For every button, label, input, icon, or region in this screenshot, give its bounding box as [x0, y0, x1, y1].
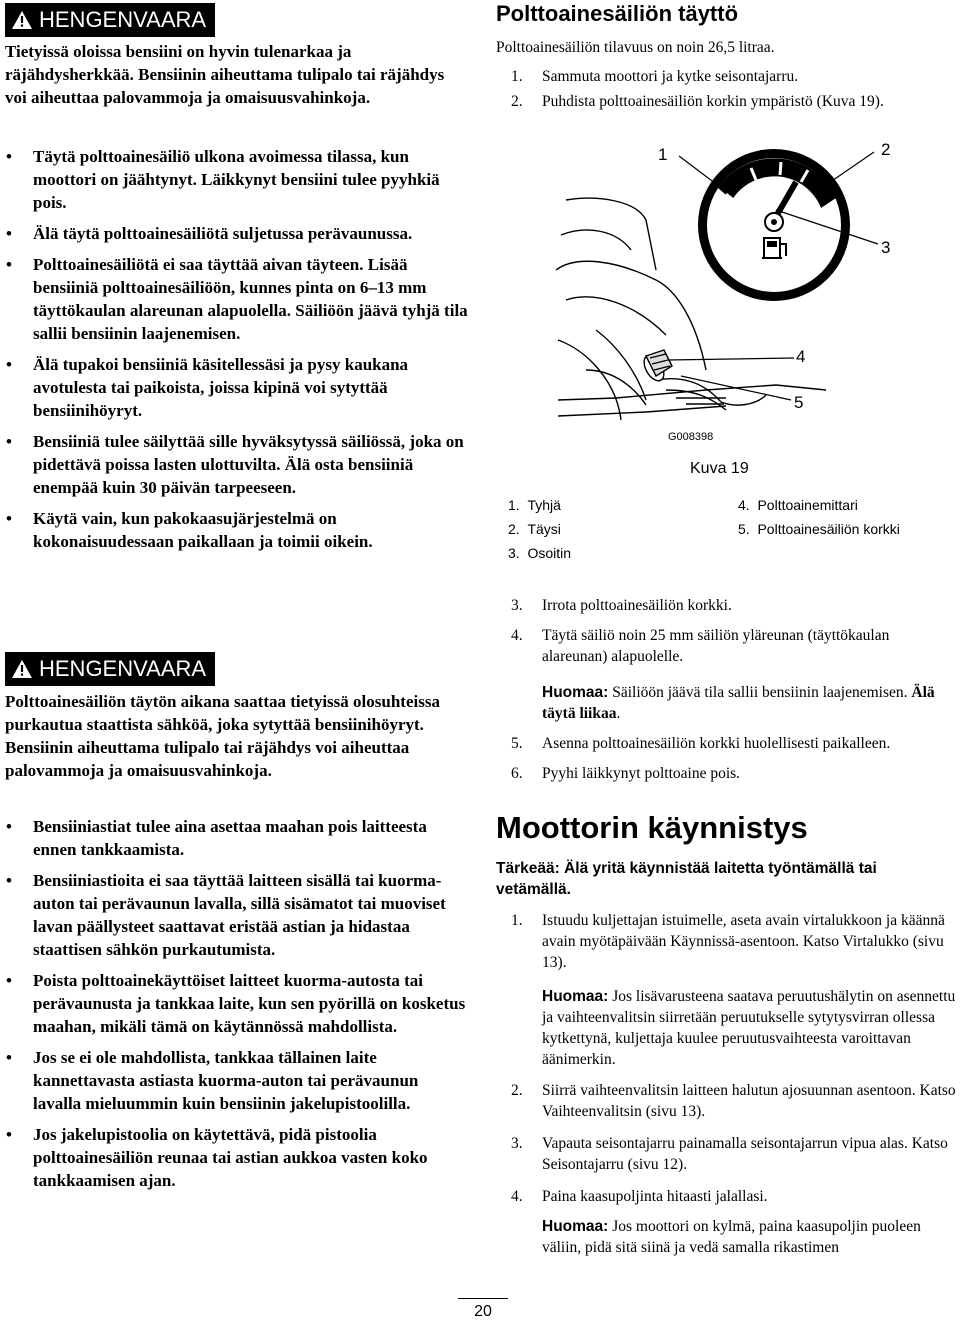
figure-caption: Kuva 19: [690, 460, 749, 477]
steps-list-a: [496, 66, 956, 116]
fuel-gauge-illustration: [496, 140, 956, 480]
warning-intro: Tietyissä oloissa bensiini on hyvin tulenarkaa ja räjähdysherkkää. Bensiinin aiheuttama tulipalo tai räjähdys voi aiheuttaa palovammoja ja omaisuusvahinkoja.: [5, 42, 445, 107]
warning-bullet: • Älä täytä polttoainesäiliötä suljetussa perävaunussa.: [6, 224, 413, 243]
bullet-icon: •: [6, 1125, 12, 1144]
danger-banner-2: [5, 652, 215, 686]
step-item: 4. Täytä säiliö noin 25 mm säiliön yläreunan (täyttökaulan alareunan) alapuolelle.: [511, 627, 890, 665]
bullet-icon: •: [6, 224, 12, 243]
step-item: 1. Istuudu kuljettajan istuimelle, aseta avain virtalukkoon ja käännä avain myötäpäivään Käynnissä-asentoon. Katso Virtalukko (sivu 13).: [511, 912, 945, 971]
note-2: Huomaa: Jos lisävarusteena saatava peruutushälytin on asennettu ja vaihteenvalitsin siirretään peruutukselle sytytysvirran ollessa kytkettynä, kuljettaja kuulee peruutusvaihteesta varoittavan äänimerkin.: [542, 988, 956, 1068]
bullet-icon: •: [6, 355, 12, 374]
step-item: 6. Pyyhi läikkynyt polttoaine pois.: [511, 765, 741, 782]
warning-bullet: • Jos se ei ole mahdollista, tankkaa tällainen laite kannettavasta astiasta kuorma-auton tai perävaunun lavalla mieluummin kuin bensiinin jakelupistoolilla.: [6, 1048, 419, 1113]
warning-bullet: • Käytä vain, kun pakokaasujärjestelmä on kokonaisuudessaan paikallaan ja toimii oikein.: [6, 509, 373, 551]
legend-item: 4. Polttoainemittari: [738, 497, 858, 513]
steps-list-d: [496, 910, 956, 973]
warning-bullet: • Poista polttoainekäyttöiset laitteet kuorma-autosta tai perävaunusta ja tankkaa laite, kun sen pyörillä on kosketus maahan, mikäli tämä on käytännössä mahdollista.: [6, 971, 466, 1036]
legend-item: 5. Polttoainesäiliön korkki: [738, 521, 900, 537]
figure-19: [496, 140, 956, 480]
bullet-icon: •: [6, 255, 12, 274]
legend-item: 2. Täysi: [508, 521, 561, 537]
page-number: 20: [474, 1303, 492, 1320]
bullet-icon: •: [6, 817, 12, 836]
bullet-icon: •: [6, 1048, 12, 1067]
callout-4: 4: [796, 347, 806, 366]
bullet-icon: •: [6, 971, 12, 990]
legend-item: 3. Osoitin: [508, 545, 572, 561]
step-item: 3. Irrota polttoainesäiliön korkki.: [511, 597, 732, 614]
warning-bullet: • Älä tupakoi bensiiniä käsitellessäsi ja pysy kaukana avotulesta tai paikoista, joissa kipinä voi sytyttää bensiinihöyryt.: [6, 355, 409, 420]
step-item: 4. Paina kaasupoljinta hitaasti jalallasi.: [511, 1188, 768, 1205]
note-1: Huomaa: Säiliöön jäävä tila sallii bensiinin laajenemisen. Älä täytä liikaa.: [542, 684, 935, 722]
warning-bullet: • Bensiiniä tulee säilyttää sille hyväksytyssä säiliössä, joka on pidettävä poissa lasten ulottuvilta. Älä osta bensiiniä enempää kuin 30 päivän tarpeeseen.: [6, 432, 464, 497]
callout-5: 5: [794, 393, 804, 412]
bullet-icon: •: [6, 871, 12, 890]
warning-bullets-2: [5, 815, 470, 1200]
section-title-engine-start: Moottorin käynnistys: [496, 810, 808, 845]
steps-list-b: [496, 595, 956, 676]
warning-triangle-icon: [11, 10, 33, 30]
note-3: Huomaa: Jos moottori on kylmä, paina kaasupoljin puoleen väliin, pidä sitä siinä ja vedä samalla rikastimen: [542, 1218, 921, 1256]
warning-bullet: • Täytä polttoainesäiliö ulkona avoimessa tilassa, kun moottori on jäähtynyt. Läikkynyt bensiini tulee pyyhkiä pois.: [6, 147, 440, 212]
bullet-icon: •: [6, 147, 12, 166]
step-item: 1. Sammuta moottori ja kytke seisontajarru.: [511, 68, 799, 85]
steps-list-c: [496, 733, 956, 793]
callout-2: 2: [881, 140, 891, 159]
page-number-rule: [458, 1298, 508, 1299]
danger-label: HENGENVAARA: [39, 7, 207, 32]
warning-triangle-icon: [11, 659, 33, 679]
section-title-fuel-fill: Polttoainesäiliön täyttö: [496, 1, 739, 26]
callout-3: 3: [881, 238, 891, 257]
step-item: 5. Asenna polttoainesäiliön korkki huolellisesti paikalleen.: [511, 735, 891, 752]
step-item: 2. Siirrä vaihteenvalitsin laitteen halutun ajosuunnan asentoon. Katso Vaihteenvalitsin (sivu 13).: [511, 1082, 956, 1120]
bullet-icon: •: [6, 509, 12, 528]
callout-1: 1: [658, 145, 668, 164]
steps-list-e: [496, 1080, 956, 1218]
step-item: 2. Puhdista polttoainesäiliön korkin ympäristö (Kuva 19).: [511, 93, 884, 110]
warning-bullet: • Bensiiniastiat tulee aina asettaa maahan pois laitteesta ennen tankkaamista.: [6, 817, 427, 859]
legend-right: [738, 493, 900, 541]
warning-bullet: • Jos jakelupistoolia on käytettävä, pidä pistoolia polttoainesäiliön reunaa tai astian aukkoa vasten koko tankkaamisen ajan.: [6, 1125, 428, 1190]
tank-capacity-text: Polttoainesäiliön tilavuus on noin 26,5 litraa.: [496, 39, 775, 56]
step-item: 3. Vapauta seisontajarru painamalla seisontajarrun vipua alas. Katso Seisontajarru (sivu 12).: [511, 1135, 948, 1173]
figure-code: G008398: [668, 431, 714, 443]
warning-bullet: • Bensiiniastioita ei saa täyttää laitteen sisällä tai kuorma-auton tai perävaunun lavalla, sillä sisämatot tai muoviset lavan päällysteet saattavat eristää astian ja hidastaa staattisen sähkön purkautumista.: [6, 871, 446, 959]
warning-intro: Polttoainesäiliön täytön aikana saattaa tietyissä olosuhteissa purkautua staattista sähköä, joka sytyttää bensiinihöyryt. Bensiinin aiheuttama tulipalo tai räjähdys voi aiheuttaa palovammoja ja omaisuusvahinkoja.: [5, 692, 440, 780]
legend-left: [508, 493, 571, 565]
danger-banner-1: [5, 3, 215, 37]
important-note: Tärkeää: Älä yritä käynnistää laitetta työntämällä tai vetämällä.: [496, 860, 877, 898]
warning-bullet: • Polttoainesäiliötä ei saa täyttää aivan täyteen. Lisää bensiiniä polttoainesäiliöön, kunnes pinta on 6–13 mm täyttökaulan alareunan alapuolella. Säiliöön jäävä tyhjä tila sallii bensiinin laajenemisen.: [6, 255, 468, 343]
bullet-icon: •: [6, 432, 12, 451]
danger-label: HENGENVAARA: [39, 656, 207, 681]
warning-bullets-1: [5, 145, 470, 561]
legend-item: 1. Tyhjä: [508, 497, 561, 513]
